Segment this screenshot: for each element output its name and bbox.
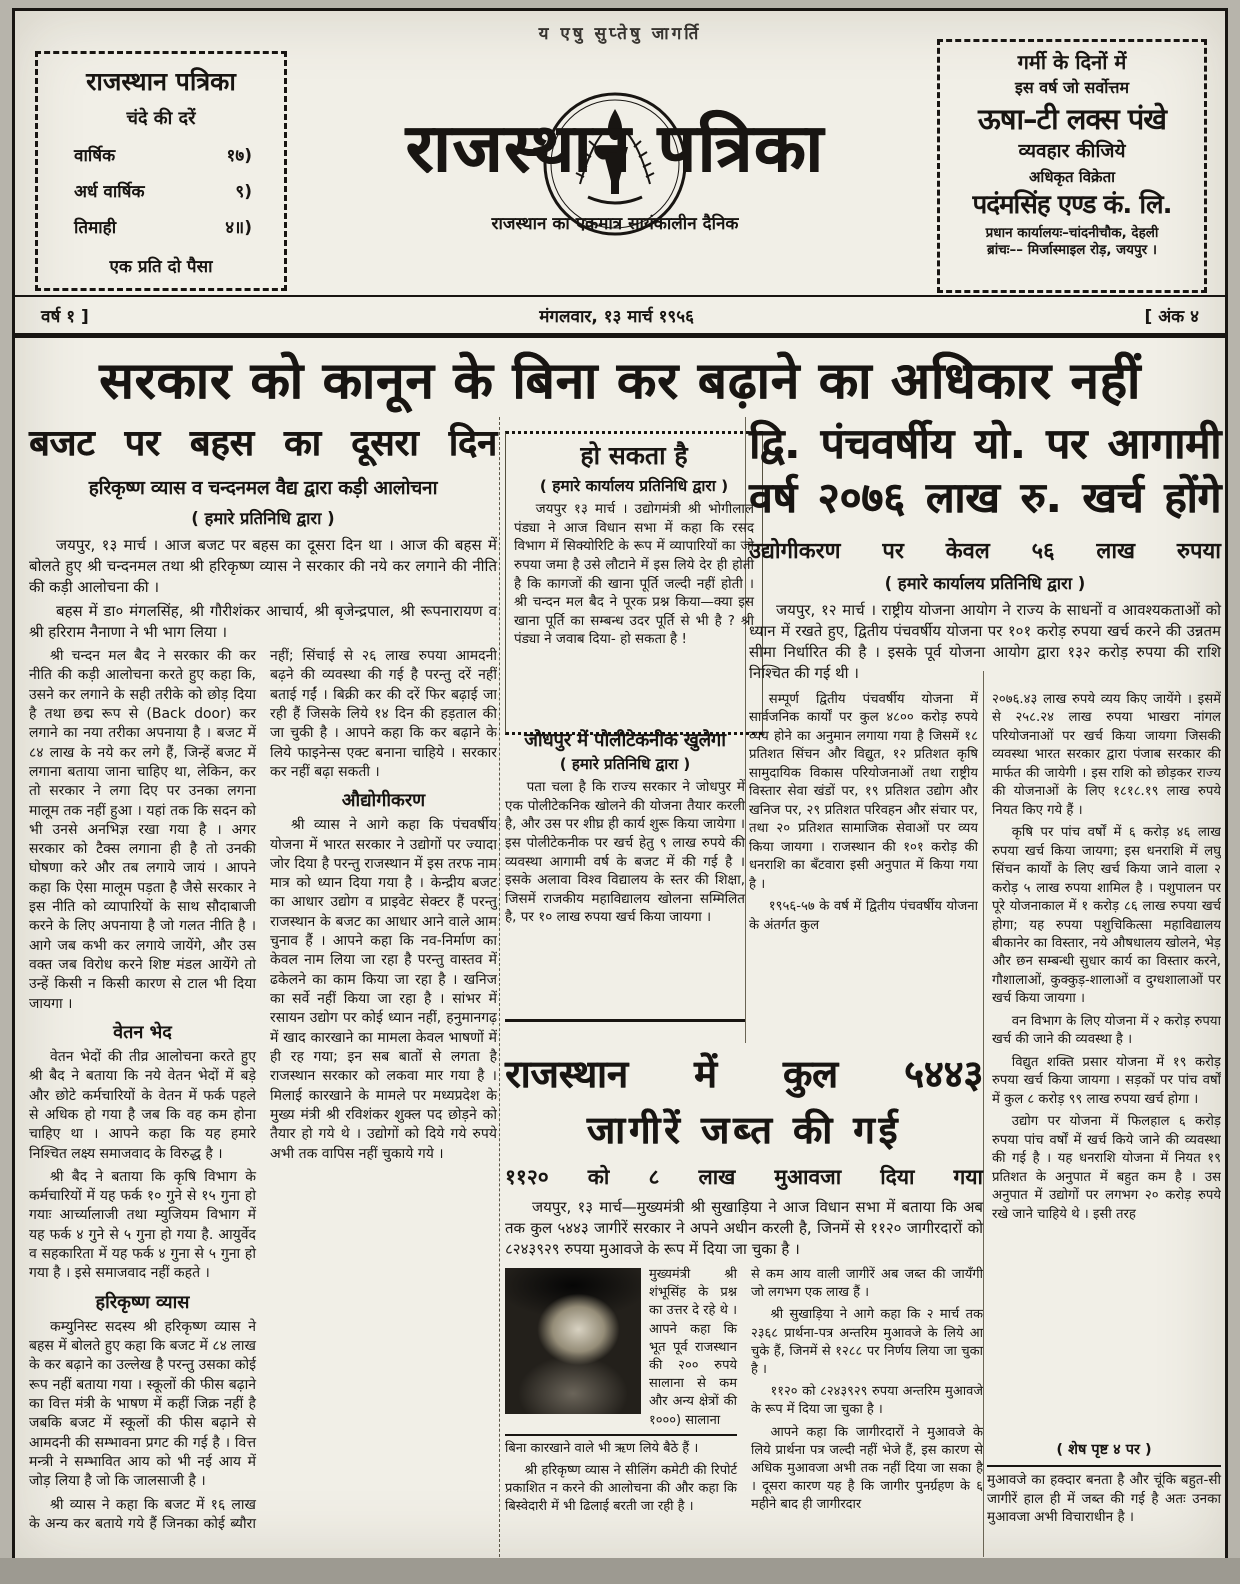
chief-minister-photo: [505, 1268, 641, 1414]
section-subhead: वेतन भेद: [113, 1021, 172, 1043]
lead-paragraph: बहस में डा० मंगलसिंह, श्री गौरीशंकर आचार्य, श्री बृजेन्द्रपाल, श्री रूपनारायण व श्री हरिराम नैनाणा ने भी भाग लिया ।: [29, 602, 497, 641]
story-paragraph: १९५६-५७ के वर्ष में द्वितीय पंचवर्षीय योजना के अंतर्गत कुल: [749, 899, 978, 933]
jagir-story-right-column: [751, 1266, 983, 1566]
story-paragraph: श्री सुखाड़िया ने आगे कहा कि २ मार्च तक २३६८ प्रार्थना-पत्र अन्तरिम मुआवजे के लिये आ चुके हैं, जिनमें से १२८८ पर निर्णय लिया जा चुका है ।: [751, 1307, 983, 1377]
story-byline: ( हमारे कार्यालय प्रतिनिधि द्वारा ): [884, 573, 1086, 593]
banner-headline: सरकार को कानून के बिना कर बढ़ाने का अधिकार नहीं: [99, 352, 1141, 411]
story-subhead: ११२० को ८ लाख मुआवजा दिया गया: [505, 1165, 983, 1189]
ad-head-office: प्रधान कार्यालयः–चांदनीचौक, देहली: [985, 225, 1159, 242]
ho-sakta-hai-box: [505, 431, 763, 735]
jagir-story-left-column: [505, 1266, 737, 1566]
rate-label: अर्ध वार्षिक: [74, 182, 145, 202]
story-paragraph: सम्पूर्ण द्वितीय पंचवर्षीय योजना में सार्वजनिक कार्यों पर कुल ४८०० करोड़ रुपये व्यय होने का अनुमान लगाया गया है जिसमें १८ प्रतिशत सिंचन और विद्युत, १२ प्रतिशत कृषि सामुदायिक विकास परियोजनाओं तथा राष्ट्रीय विस्तार सेवा खंडों पर, १९ प्रतिशत उद्योग और खनिज पर, २९ प्रतिशत परिवहन और संचार पर, तथा २० प्रतिशत सामाजिक सेवाओं पर व्यय किया जायगा । राजस्थान की १०१ करोड़ की धनराशि का बँटवारा इसी अनुपात में किया गया है ।: [749, 691, 978, 892]
newspaper-tagline: राजस्थान का एकमात्र सायंकालीन दैनिक: [491, 214, 739, 234]
plan-story-tail: [987, 1439, 1221, 1531]
story-paragraph: श्री व्यास ने कहा कि बजट में १६ लाख के अन्य कर बताये गये हैं जिनका कोई ब्यौरा नहीं; सिंचाई से २६ लाख रुपया आमदनी बढ़ने की व्यवस्था की गई है परन्तु दरें नहीं बताई गईं । बिक्री कर की दरें फिर बढ़ाई जा रही हैं जिसके लिये १४ दिन की हड़ताल की जा चुकी है । आपने कहा कि कर बढ़ाने के लिये फाइनेन्स एक्ट बनाना चाहिये । सरकार कर नहीं बढ़ा सकती ।: [29, 648, 497, 1532]
story-paragraph: मुआवजे का हक्दार बनता है और चूंकि बहुत-सी जागीरें हाल ही में जब्त की गई है अतः उनका मुआवजा अभी विचाराधीन है ।: [987, 1472, 1221, 1526]
story-paragraph: श्री चन्दन मल बैद ने सरकार की कर नीति की कड़ी आलोचना करते हुए कहा कि, उसने कर लगाने के सही तरीके को छोड़ दिया है तथा छद्म रूप से (Back door) कर लगाने का नया तरीका अपनाया है । बजट में ८४ लाख के नये कर लगे हैं, जिन्हें बजट में लगाना बताया जाना चाहिए था, लेकिन, कर तो सरकार ने लगा दिए पर उनका लगना मालूम तक नहीं हुआ । यहां तक कि सदन को भी उनसे अनभिज्ञ रखा गया है । अगर सरकार को टैक्स लगाना ही है तो उनकी घोषणा करे और तब लगाये जायं । आपने कहा कि ऐसा मालूम पड़ता है जैसे सरकार ने इस नीति को व्यापारियों के साथ सौदाबाजी करने के लिए अपनाया है जो गलत नीति है । आगे जब कभी कर लगाये जायेंगे, और उस वक्त जब विरोध करने शिष्ट मंडल आयेंगे तो उन्हें किसी न किसी कारण से टाल भी दिया जायगा ।: [29, 648, 256, 1012]
story-headline: बजट पर बहस का दूसरा दिन: [29, 423, 497, 464]
budget-debate-story: [29, 417, 497, 1547]
box-headline: हो सकता है: [580, 441, 688, 470]
story-paragraph: श्री हरिकृष्ण व्यास ने सीलिंग कमेटी की रिपोर्ट प्रकाशित न करने की आलोचना की और कहा कि बिस्वेदारी में भी ढिलाई बरती जा रही है ।: [505, 1462, 737, 1515]
story-paragraph: कम्युनिस्ट सदस्य श्री हरिकृष्ण व्यास ने बहस में बोलते हुए कहा कि बजट में ८४ लाख के कर बढ़ाने का उल्लेख है परन्तु उसका कोई रूप नहीं बताया गया । स्कूलों की फीस बढ़ाने का वित्त मंत्री के भाषण में कहीं जिक्र नहीं है जबकि बजट में स्कूलों की फीस बढ़ाने से आमदनी की सम्भावना प्रगट की गई है । वित्त मन्त्री ने सम्भावित आय को भी नई आय में जोड़ लिया है जो कि जालसाजी है ।: [29, 1318, 256, 1490]
rate-row-halfyear: [44, 179, 278, 202]
masthead: [285, 37, 945, 287]
story-paragraph: कृषि पर पांच वर्षों में ६ करोड़ ४६ लाख रुपया खर्च किया जायगा; इस धनराशि में लघु सिंचन कार्यों के लिए खर्च किया जाने वाला २ करोड़ ५ लाख रुपया शामिल है । पशुपालन पर पूरे योजनाकाल में १ करोड़ ८६ लाख रुपया खर्च होगा; यह रुपया पशुचिकित्सा महाविद्यालय बीकानेर का विस्तार, नये औषधालय खोलने, भेड़ और छन सम्बन्धी सुधार कार्य का विस्तार करने, गौशालाओं, कुक्कुड़-शालाओं व दुग्धशालाओं पर खर्च किया जायगा ।: [992, 825, 1221, 1007]
newspaper-title: राजस्थान पत्रिका: [405, 109, 825, 187]
rates-box-title: राजस्थान पत्रिका: [86, 67, 236, 96]
issue-number: [ अंक ४: [1144, 306, 1199, 327]
issue-date: मंगलवार, १३ मार्च १९५६: [539, 306, 694, 327]
ad-brand-line: ऊषा–टी लक्स पंखे: [978, 102, 1166, 136]
section-subhead: औद्योगीकरण: [341, 790, 426, 812]
plan-story-right-column: [992, 691, 1221, 1433]
rate-label: वार्षिक: [74, 146, 116, 166]
ad-branch: ब्रांचः–– मिर्जास्माइल रोड़, जयपुर ।: [986, 242, 1157, 259]
single-copy-price: एक प्रति दो पैसा: [109, 257, 213, 277]
story-paragraph: से कम आय वाली जागीरें अब जब्त की जायँगी जो लगभग एक लाख हैं ।: [751, 1267, 983, 1301]
subscription-rates-box: [35, 51, 287, 291]
story-paragraph: आपने कहा कि जागीरदारों ने मुआवजे के लिये प्रार्थना पत्र जल्दी नहीं भेजे हैं, इस कारण से अधिक मुआवजा अभी तक नहीं दिया जा सका है । दूसरा कारण यह है कि जागीर पुनर्ग्रहण के ६ महीने बाद ही जागीरदार: [751, 1424, 983, 1513]
story-subhead: हरिकृष्ण व्यास व चन्दनमल वैद्य द्वारा कड़ी आलोचना: [88, 477, 438, 499]
story-headline: जोधपुर में पोलीटेकनीक खुलेगा: [524, 730, 726, 751]
story-subhead: उद्योगीकरण पर केवल ५६ लाख रुपया: [749, 538, 1221, 564]
ad-line: गर्मी के दिनों में: [1017, 50, 1127, 74]
story-paragraph: वेतन भेदों की तीव्र आलोचना करते हुए श्री बैद ने बताया कि नये वेतन भेदों में बड़े और छोटे कर्मचारियों के वेतन में फर्क पहले से अधिक हो गया है जब कि वह कम होना चाहिए था । आपने कहा कि यह हमारे निश्चित लक्ष्य समाजवाद के विरुद्ध है ।: [29, 1048, 256, 1162]
story-headline-line2: जागीरें जब्त की गई: [586, 1108, 902, 1152]
ad-dealer-name: पदंमसिंह एण्ड कं. लि.: [972, 189, 1172, 220]
column-separator: [499, 417, 500, 1557]
box-byline: ( हमारे कार्यालय प्रतिनिधि द्वारा ): [539, 477, 729, 495]
ad-line: व्यवहार कीजिये: [1018, 140, 1126, 163]
dateline-bar: [15, 295, 1225, 338]
thin-rule: [987, 1465, 1221, 1467]
volume-number: वर्ष १ ]: [41, 306, 89, 327]
story-paragraph: श्री बैद ने बताया कि कृषि विभाग के कर्मचारियों में यह फर्क १० गुने से १५ गुना हो गयाः आर्च्यालाजी तथा म्युजियम विभाग में यह फर्क ४ गुने से ५ गुना हो गया है. आयुर्वेद व सहकारिता में यह फर्क ४ गुना से ५ गुना हो गया है । इसे समाजवाद नहीं कहते ।: [29, 1168, 256, 1282]
story-paragraph: विद्युत शक्ति प्रसार योजना में १९ करोड़ रुपया खर्च किया जायगा । सड़कों पर पांच वर्षों में कुल ८ करोड़ ९९ लाख रुपया खर्च होगा ।: [992, 1054, 1221, 1107]
story-paragraph: श्री व्यास ने आगे कहा कि पंचवर्षीय योजना में भारत सरकार ने उद्योगों पर ज्यादा जोर दिया है परन्तु राजस्थान में इस तरफ नाम मात्र को ध्यान दिया गया है । केन्द्रीय बजट का आधार उद्योग व प्राइवेट सेक्टर हैं परन्तु राजस्थान के बजट का आधार आने वाले आम चुनाव हैं । आपने कहा कि नव-निर्माण का केवल नाम लिया जा रहा है परन्तु वास्तव में ढकेलने का काम किया जा रहा है । खनिज का सर्वे नहीं किया जा रहा है । सांभर में रसायन उद्योग पर कोई ध्यान नहीं, हनुमानगढ़ में खाद कारखाने का मामला केवल भाषणों में ही रह गया; इन सब बातों से लगता है राजस्थान सरकार को लकवा मार गया है । मिलाई कारखाने के मामले पर मध्यप्रदेश के मुख्य मंत्री श्री रविशंकर शुक्ल पद छोड़ने को तैयार हो गये थे । उद्योगों को दिये गये रुपये अभी तक वापिस नहीं चुकाये गये ।: [270, 817, 497, 1162]
thin-rule: [505, 1434, 737, 1436]
jagir-confiscation-story: [505, 1047, 983, 1566]
jodhpur-polytechnic-story: [505, 727, 745, 927]
photo-side-paragraph: मुख्यमंत्री श्री शंभूसिंह के प्रश्न का उत्तर दे रहे थे । आपने कहा कि भूत पूर्व राजस्थान की २०० रुपये सालाना से कम और अन्य क्षेत्रों की १०००) सालाना: [649, 1267, 737, 1428]
ad-line: अधिकृत विक्रेता: [1028, 168, 1116, 186]
ad-line: इस वर्ष जो सर्वोत्तम: [1014, 78, 1130, 97]
story-byline: ( हमारे प्रतिनिधि द्वारा ): [191, 509, 335, 528]
lead-paragraph: जयपुर, १३ मार्च । आज बजट पर बहस का दूसरा दिन था । आज की बहस में बोलते हुए श्री चन्दनमल तथा श्री हरिकृष्ण व्यास ने सरकार की नये कर लगाने की नीति की कड़ी आलोचना की ।: [29, 536, 497, 596]
story-headline-line1: राजस्थान में कुल ५४४३: [505, 1052, 983, 1096]
rate-label: तिमाही: [74, 218, 117, 238]
usha-fan-advert-box: [937, 39, 1207, 293]
rate-value: ४॥): [225, 218, 252, 238]
section-subhead: हरिकृष्ण व्यास: [95, 1291, 190, 1313]
story-body: पता चला है कि राज्य सरकार ने जोधपुर में एक पोलीटेकनिक खोलने की योजना तैयार करली है, और उस पर शीघ्र ही कार्य शुरू किया जायेगा । इस पोलीटेकनीक पर खर्च हेतु ९ लाख रुपये की व्यवस्था आगामी वर्ष के बजट में की गई है । इसके अलावा विश्व विद्यालय के स्तर की शिक्षा, जिसमें राजकीय महाविद्यालय खोलना सम्मिलित है, पर १० लाख रुपया खर्च किया जायगा ।: [505, 779, 745, 926]
rate-value: १७): [226, 146, 252, 166]
story-headline-line2: वर्ष २०७६ लाख रु. खर्च होंगे: [749, 472, 1221, 522]
lead-paragraph: जयपुर, १२ मार्च । राष्ट्रीय योजना आयोग ने राज्य के साधनों व आवश्यकताओं को ध्यान में रखते हुए, द्वितीय पंचवर्षीय योजना पर १०१ करोड़ रुपया खर्च करने की उन्नतम सीमा निर्धारित की है । इसके पूर्व योजना आयोग द्वारा १३२ करोड़ रुपया की राशि निश्चित की गई थी ।: [749, 600, 1221, 683]
rate-value: ९): [235, 182, 252, 202]
story-paragraph: उद्योग पर योजना में फिलहाल ६ करोड़ रुपया पांच वर्षों में खर्च किये जाने की व्यवस्था की गई है । यह धनराशि योजना में नियत १९ प्रतिशत के अनुपात में बहुत कम है । उस अनुपात में उद्योगों पर लगभग २० करोड़ रुपये रखे जाने चाहिये थे । इसी तरह: [992, 1114, 1221, 1222]
rate-row-annual: [44, 143, 278, 166]
sanskrit-motto: य एषु सुप्तेषु जागर्ति: [538, 24, 702, 44]
rates-box-subtitle: चंदे की दरें: [126, 108, 196, 129]
continued-on-page-note: ( शेष पृष्ट ४ पर ): [1056, 1442, 1152, 1458]
story-paragraph: ११२० को ८२४३९२९ रुपया अन्तरिम मुआवजे के रूप में दिया जा चुका है ।: [751, 1384, 983, 1418]
story-columns: [29, 647, 497, 1547]
story-paragraph: बिना कारखाने वाले भी ऋण लिये बैठे हैं ।: [505, 1440, 699, 1456]
rate-row-quarter: [44, 215, 278, 238]
box-body: जयपुर १३ मार्च । उद्योगमंत्री श्री भोगीलाल पंड्या ने आज विधान सभा में कहा कि रसद विभाग में सिक्योरिटि के रूप में व्यापारियों का जो रुपया जमा है उसे लौटाने में इस लिये देर ही होती है कि कागजों की खाना पूर्ति जल्दी नहीं होती । श्री चन्दन मल बैद ने पूरक प्रश्न किया—क्या इस खाना पूर्ति का सम्बन्ध उदर पूर्ति से भी है ? श्री पंड्या ने जवाब दिया- हो सकता है !: [514, 501, 754, 648]
story-byline: ( हमारे प्रतिनिधि द्वारा ): [559, 755, 691, 773]
lead-paragraph: जयपुर, १३ मार्च—मुख्यमंत्री श्री सुखाड़िया ने आज विधान सभा में बताया कि अब तक कुल ५४४३ जागीरें सरकार ने अपने अधीन करली है, जिनमें से ११२० जागीरदारों को ८२४३९२९ रुपया मुआवजे के रूप में दिया जा चुका है ।: [505, 1198, 983, 1258]
scan-edge-shadow: [0, 1558, 1240, 1584]
newspaper-page: [12, 8, 1228, 1562]
story-paragraph: २०७६.४३ लाख रुपये व्यय किए जायेंगे । इसमें से २५८.२४ लाख रुपया भाखरा नांगल परियोजनाओं पर खर्च किया जायगा जिसकी व्यवस्था भारत सरकार द्वारा पंजाब सरकार की मार्फत की जायेगी । इस राशि को छोड़कर राज्य की योजनाओं के लिए १८१८.१९ लाख रुपये नियत किए गये हैं ।: [992, 691, 1221, 818]
story-paragraph: वन विभाग के लिए योजना में २ करोड़ रुपया खर्च की जाने की व्यवस्था है ।: [992, 1013, 1221, 1048]
story-headline-line1: द्वि. पंचवर्षीय यो. पर आगामी: [749, 419, 1221, 468]
plan-story-left-column: [749, 691, 978, 1039]
heavy-rule: [505, 1019, 745, 1022]
